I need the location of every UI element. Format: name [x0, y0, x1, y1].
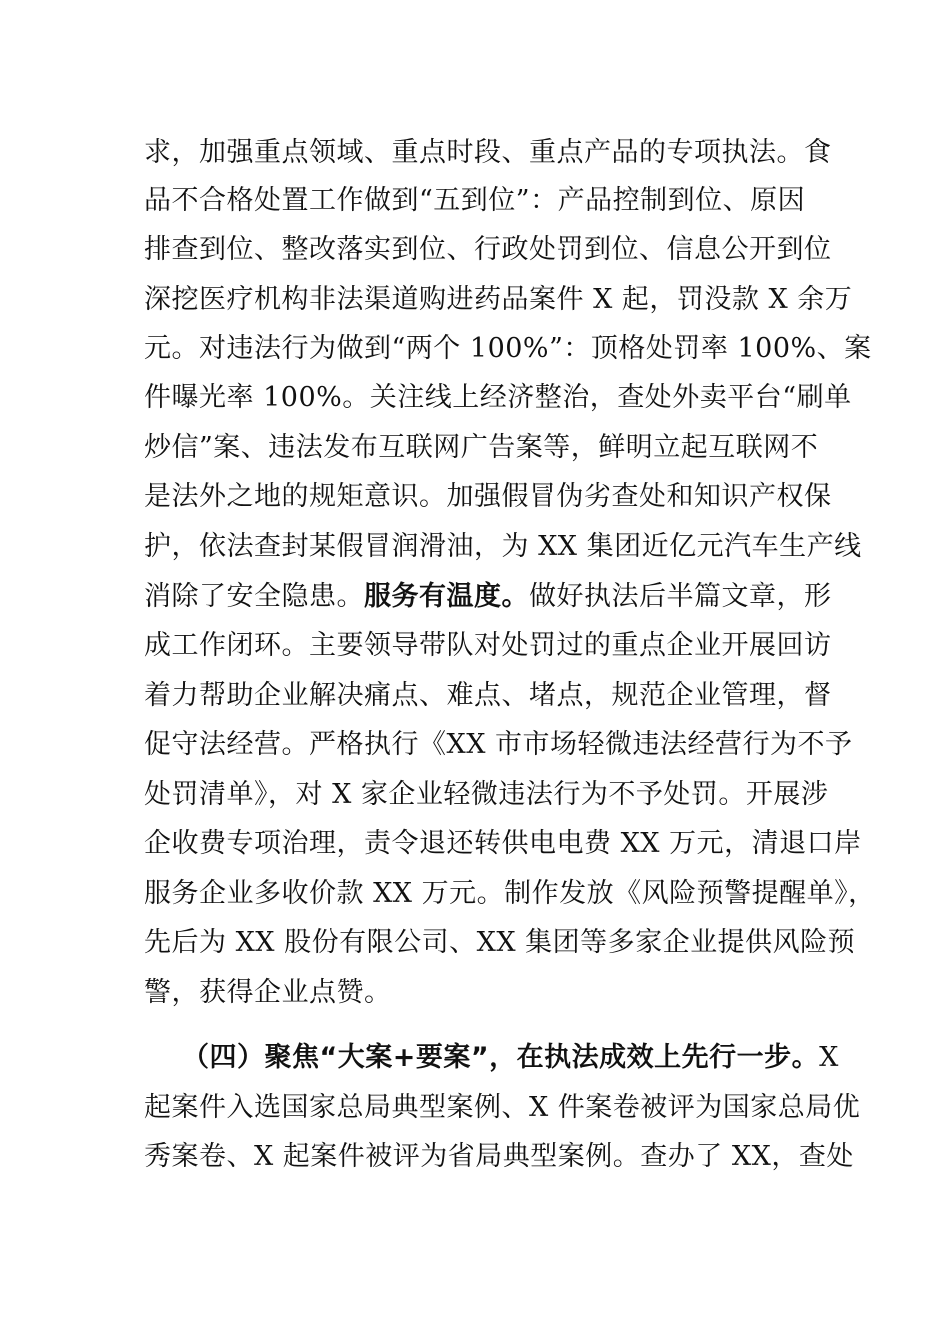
paragraph-line: 着力帮助企业解决痛点、难点、堵点，规范企业管理，督 — [144, 680, 832, 711]
paragraph-line: 件曝光率 100%。关注线上经济整治，查处外卖平台“刷单 — [144, 382, 852, 413]
bold-subheading: 服务有温度。 — [364, 581, 529, 612]
paragraph-line: 促守法经营。严格执行《XX 市市场轻微违法经营行为不予 — [144, 729, 853, 760]
paragraph-line — [144, 581, 832, 613]
paragraph-line: 成工作闭环。主要领导带队对处罚过的重点企业开展回访 — [144, 630, 832, 661]
paragraph-line: 秀案卷、X 起案件被评为省局典型案例。查办了 XX，查处 — [144, 1141, 854, 1172]
paragraph-line: 警，获得企业点赞。 — [144, 977, 392, 1008]
paragraph-line: 是法外之地的规矩意识。加强假冒伪劣查处和知识产权保 — [144, 481, 832, 512]
paragraph-line: 起案件入选国家总局典型案例、X 件案卷被评为国家总局优 — [144, 1092, 861, 1123]
paragraph-line: 元。对违法行为做到“两个 100%”：顶格处罚率 100%、案 — [144, 333, 872, 364]
line-text: 做好执法后半篇文章，形 — [529, 581, 832, 612]
line-text: 消除了安全隐患。 — [144, 581, 364, 612]
paragraph-line: 炒信”案、违法发布互联网广告案等，鲜明立起互联网不 — [144, 432, 819, 463]
paragraph-line: 企收费专项治理，责令退还转供电电费 XX 万元，清退口岸 — [144, 828, 862, 859]
paragraph-line: 护，依法查封某假冒润滑油，为 XX 集团近亿元汽车生产线 — [144, 531, 862, 562]
paragraph-line: 深挖医疗机构非法渠道购进药品案件 X 起，罚没款 X 余万 — [144, 284, 853, 315]
paragraph-line: 处罚清单》，对 X 家企业轻微违法行为不予处罚。开展涉 — [144, 779, 829, 810]
paragraph-line: 先后为 XX 股份有限公司、XX 集团等多家企业提供风险预 — [144, 927, 856, 958]
section-heading: （四）聚焦“大案+要案”，在执法成效上先行一步。 — [182, 1042, 820, 1073]
paragraph-line: 排查到位、整改落实到位、行政处罚到位、信息公开到位 — [144, 234, 832, 265]
paragraph-line: 品不合格处置工作做到“五到位”：产品控制到位、原因 — [144, 185, 806, 216]
paragraph-line: 求，加强重点领域、重点时段、重点产品的专项执法。食 — [144, 137, 832, 168]
section-heading-line — [182, 1042, 839, 1074]
line-text: X — [819, 1042, 839, 1073]
paragraph-line: 服务企业多收价款 XX 万元。制作发放《风险预警提醒单》， — [144, 878, 876, 909]
